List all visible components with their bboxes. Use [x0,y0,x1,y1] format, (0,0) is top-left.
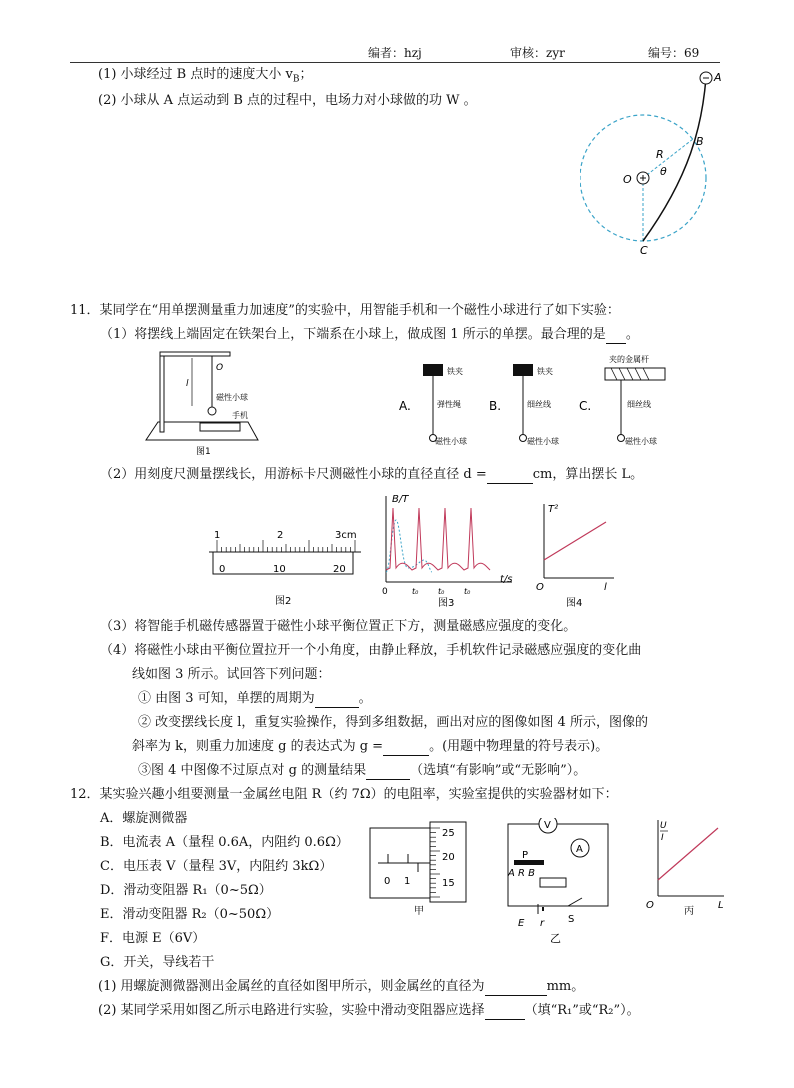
rheostat [540,878,566,887]
source-e-label: E [518,918,525,929]
thimble-ticks [430,828,440,897]
q11-q2b [132,738,608,756]
q12-s2-text: (2) 某同学采用如图乙所示电路进行实验，实验中滑动变阻器应选择 [98,1003,485,1018]
figure-2-vernier [205,528,365,610]
fig3-ylabel: B/T [392,494,409,505]
sleeve-label-0: 0 [384,876,391,887]
theta-label: θ [660,165,667,178]
fig4-ylabel: T² [548,504,559,515]
q12-s2-end: （填“R₁”或“R₂”）。 [524,1003,640,1018]
q12-s1 [98,978,584,996]
bing-origin: O [646,900,654,911]
option-a-ball-label: 磁性小球 [435,437,467,446]
q12-item-e: E．滑动变阻器 R₂（0~50Ω） [100,907,280,922]
q11-p2-text: （2）用刻度尺测量摆线长，用游标卡尺测磁性小球的直径直径 d = [100,467,487,482]
q10-sub1-end: ； [299,67,313,82]
bing-ylabel-top: U [660,821,667,831]
point-a-label: A [714,71,722,84]
top-label-2: 2 [277,530,284,541]
track-curve [643,78,706,241]
bing-xlabel: L [718,900,724,911]
q11-q3 [138,762,586,780]
q11-q1-end: 。 [358,691,372,706]
bottom-label-0: 0 [219,564,226,575]
q11-q3-end: （选填“有影响”或“无影响”）。 [410,763,587,778]
q12-item-b: B．电流表 A（量程 0.6A，内阻约 0.6Ω） [100,835,349,850]
jia-caption: 甲 [414,906,424,917]
fig1-phone-label: 手机 [232,411,248,420]
pendulum-ball [208,407,216,415]
q12-s1-blank[interactable] [485,981,547,996]
option-c-ball [618,435,625,442]
reviewer-label: 审核：zyr [510,46,565,60]
q12-item-d: D．滑动变阻器 R₁（0~5Ω） [100,883,272,898]
option-a-clip [423,364,443,376]
q11-p4a: （4）将磁性小球由平衡位置拉开一个小角度，由静止释放，手机软件记录磁感应强度的变化曲 [100,643,642,658]
q12-s2 [98,1002,640,1020]
option-b-line-label: 细丝线 [527,400,551,409]
stand-pole [160,352,164,432]
q11-p2-blank[interactable] [487,469,533,484]
wire-labels: A R B [508,868,536,879]
option-b-clip [513,364,533,376]
fig1-o-label: O [216,363,224,373]
point-o-label: O [623,173,632,186]
q12-stem: 12．某实验兴趣小组要测量一金属丝电阻 R（约 7Ω）的电阻率，实验室提供的实验器材如下： [70,787,618,802]
fig1-l-label: l [186,379,189,389]
figure-4-t2-l-graph [534,498,624,610]
q11-q3-blank[interactable] [366,765,410,780]
fig3-t0-1: t₀ [412,587,419,596]
switch-blade [568,898,582,906]
slider-p-label: P [522,850,529,861]
fig3-curve [386,508,490,570]
fig3-caption: 图3 [438,598,455,609]
fig3-xlabel: t/s [500,574,513,585]
fig3-t0-2: t₀ [438,587,445,596]
q12-s1-text: (1) 用螺旋测微器测出金属丝的直径如图甲所示，则金属丝的直径为 [98,979,485,994]
figure-bing-graph [644,818,730,918]
fig3-origin: 0 [382,587,388,597]
q11-q1-blank[interactable] [315,693,359,708]
q12-item-f: F．电源 E（6V） [100,931,206,946]
fig1-caption: 图1 [196,447,211,457]
q11-stem: 11．某同学在“用单摆测量重力加速度”的实验中，用智能手机和一个磁性小球进行了如下实验： [70,303,620,318]
q12-item-a: A．螺旋测微器 [100,811,188,826]
thimble-20: 20 [442,852,455,863]
phone-shape [200,423,240,431]
editor-label: 编者：hzj [368,46,422,60]
option-c-label: C. [579,399,592,413]
fig4-caption: 图4 [566,598,583,609]
voltmeter-label: V [544,820,551,831]
q11-p1-text: （1）将摆线上端固定在铁架台上，下端系在小球上，做成图 1 所示的单摆。最合理的是 [100,327,606,342]
top-label-1: 1 [214,530,221,541]
q10-circle-figure [580,66,730,266]
q11-q2b-text: 斜率为 k，则重力加速度 g 的表达式为 g = [132,739,384,754]
radius-line-ob [643,139,693,178]
q12-item-c: C．电压表 V（量程 3V，内阻约 3kΩ） [100,859,333,874]
fig1-ball-label: 磁性小球 [216,393,248,402]
figure-3-b-t-graph [376,490,520,610]
q11-q1-text: ① 由图 3 可知，单摆的周期为 [138,691,315,706]
q11-p2 [100,466,643,484]
stand-arm [160,352,230,356]
figure-jia-micrometer [368,818,473,918]
q12-s2-blank[interactable] [485,1005,525,1020]
thimble-15: 15 [442,878,455,889]
fig4-xlabel: l [604,582,607,593]
q11-p1-end: 。 [625,327,639,342]
q11-p4b: 线如图 3 所示。试回答下列问题： [132,667,331,682]
q11-q2b-end: 。(用题中物理量的符号表示)。 [429,739,609,754]
q10-sub1-sub: B [292,74,300,85]
thimble-25: 25 [442,828,455,839]
q11-p1-blank[interactable] [606,329,626,344]
q11-p1 [100,326,639,344]
q11-q1 [138,690,372,708]
q11-q2-blank[interactable] [383,741,429,756]
option-a-label: A. [399,399,411,413]
point-b-label: B [696,135,704,148]
option-b-ball-label: 磁性小球 [527,437,559,446]
sleeve-label-1: 1 [404,876,411,887]
option-b-clip-label: 铁夹 [537,367,553,376]
resistor-wire [514,860,544,865]
fig4-line [544,522,606,560]
figure-yi-circuit [500,818,620,948]
bottom-label-10: 10 [273,564,286,575]
q10-sub2: (2) 小球从 A 点运动到 B 点的过程中，电场力对小球做的功 W 。 [98,93,477,108]
option-c-rod-label: 夹的金属杆 [609,355,649,364]
number-label: 编号：69 [648,46,700,60]
bing-line [658,828,718,880]
option-c-line-label: 细丝线 [627,400,651,409]
q11-p3: （3）将智能手机磁传感器置于磁性小球平衡位置正下方，测量磁感应强度的变化。 [100,619,577,634]
fig2-caption: 图2 [275,596,292,607]
q10-sub1-text: (1) 小球经过 B 点时的速度大小 v [98,67,293,82]
q11-q3-text: ③图 4 中图像不过原点对 g 的测量结果 [138,763,367,778]
point-c-label: C [640,244,648,257]
q11-q2a: ② 改变摆线长度 l，重复实验操作，得到多组数据，画出对应的图像如图 4 所示，图像的 [138,715,648,730]
top-label-3: 3cm [335,530,357,541]
figure-1-pendulum [140,348,270,458]
q10-sub1 [98,66,312,89]
q11-p2-end: cm，算出摆长 L。 [532,467,644,482]
pendulum-options-figure [395,352,685,452]
fig3-t0-3: t₀ [464,587,471,596]
option-a-line-label: 弹性绳 [437,400,461,409]
switch-s-label: S [568,914,575,925]
source-r-label: r [540,918,545,929]
option-c-ball-label: 磁性小球 [625,437,657,446]
ammeter-label: A [576,844,583,855]
bing-ylabel-bottom: I [661,833,664,843]
option-b-label: B. [489,399,502,413]
fig4-origin: O [536,582,544,593]
bing-caption: 丙 [684,906,694,917]
q12-item-g: G．开关，导线若干 [100,955,215,970]
yi-caption: 乙 [550,932,561,945]
q12-s1-end: mm。 [546,979,585,994]
bottom-label-20: 20 [333,564,346,575]
option-a-clip-label: 铁夹 [447,367,463,376]
page-header [70,44,720,63]
option-b-ball [520,435,527,442]
radius-label: R [656,148,664,161]
